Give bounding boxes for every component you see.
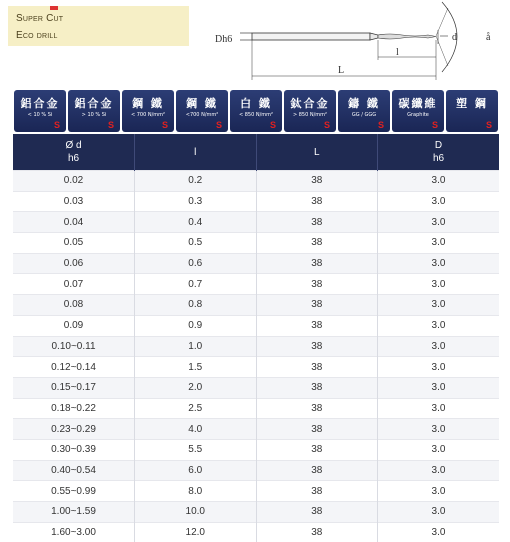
header-line-2: h6 — [13, 152, 134, 165]
cell-shank-diameter: 3.0 — [378, 274, 500, 295]
header-shank-diameter — [378, 134, 500, 171]
cell-diameter: 0.05 — [13, 233, 135, 254]
cell-overall-length: 38 — [256, 233, 378, 254]
table-row — [13, 171, 499, 192]
cell-flute-length: 5.5 — [135, 439, 257, 460]
table-row — [13, 460, 499, 481]
material-plastic — [446, 90, 498, 132]
cell-overall-length: 38 — [256, 357, 378, 378]
drill-shank — [252, 33, 370, 40]
cell-shank-diameter: 3.0 — [378, 460, 500, 481]
material-steel-high — [176, 90, 228, 132]
header-line-1: l — [135, 146, 256, 159]
cell-diameter: 0.02 — [13, 171, 135, 192]
material-spec: > 850 N/mm² — [284, 112, 336, 118]
cell-overall-length: 38 — [256, 377, 378, 398]
table-row — [13, 377, 499, 398]
header-line-1: L — [257, 146, 378, 159]
material-spec: GG / GGG — [338, 112, 390, 118]
cell-shank-diameter: 3.0 — [378, 295, 500, 316]
table-row — [13, 191, 499, 212]
table-row — [13, 398, 499, 419]
suitability-icon: S — [484, 120, 494, 130]
cell-flute-length: 0.5 — [135, 233, 257, 254]
suitability-icon: S — [322, 120, 332, 130]
suitability-icon: S — [52, 120, 62, 130]
cell-diameter: 0.08 — [13, 295, 135, 316]
material-name: 塑 鋼 — [446, 95, 498, 111]
cell-flute-length: 0.2 — [135, 171, 257, 192]
header-diameter — [13, 134, 135, 171]
cell-overall-length: 38 — [256, 439, 378, 460]
cell-overall-length: 38 — [256, 460, 378, 481]
cell-shank-diameter: 3.0 — [378, 357, 500, 378]
cell-flute-length: 8.0 — [135, 481, 257, 502]
spec-table — [13, 134, 499, 542]
overall-length-label: L — [338, 65, 344, 76]
table-header-row — [13, 134, 499, 171]
cell-shank-diameter: 3.0 — [378, 233, 500, 254]
cell-overall-length: 38 — [256, 253, 378, 274]
cell-overall-length: 38 — [256, 295, 378, 316]
header-overall-length — [256, 134, 378, 171]
cell-diameter: 0.06 — [13, 253, 135, 274]
cell-diameter: 0.15~0.17 — [13, 377, 135, 398]
material-name: 鑄 鐵 — [338, 95, 390, 111]
material-name: 白 鐵 — [230, 95, 282, 111]
cell-diameter: 1.00~1.59 — [13, 502, 135, 523]
brand-line-2: Eco drill — [16, 30, 58, 41]
material-titanium — [284, 90, 336, 132]
table-row — [13, 253, 499, 274]
material-spec: < 10 % Si — [14, 112, 66, 118]
drill-flute — [378, 34, 436, 39]
cell-flute-length: 1.5 — [135, 357, 257, 378]
material-name: 鈦合金 — [284, 95, 336, 111]
table-row — [13, 274, 499, 295]
header-line-2: h6 — [378, 152, 499, 165]
cell-flute-length: 0.7 — [135, 274, 257, 295]
cell-shank-diameter: 3.0 — [378, 253, 500, 274]
table-row — [13, 357, 499, 378]
cell-diameter: 0.04 — [13, 212, 135, 233]
header-flute-length — [135, 134, 257, 171]
cell-overall-length: 38 — [256, 502, 378, 523]
cell-flute-length: 2.0 — [135, 377, 257, 398]
material-spec: Graphite — [392, 112, 444, 118]
cell-diameter: 0.07 — [13, 274, 135, 295]
cell-overall-length: 38 — [256, 274, 378, 295]
table-row — [13, 502, 499, 523]
cell-shank-diameter: 3.0 — [378, 419, 500, 440]
cell-diameter: 0.03 — [13, 191, 135, 212]
cell-flute-length: 0.6 — [135, 253, 257, 274]
brand-line-1: Super Cut — [16, 13, 63, 24]
cell-flute-length: 2.5 — [135, 398, 257, 419]
suitability-icon: S — [106, 120, 116, 130]
cell-flute-length: 0.9 — [135, 315, 257, 336]
suitability-icon: S — [160, 120, 170, 130]
cell-flute-length: 6.0 — [135, 460, 257, 481]
cell-flute-length: 0.3 — [135, 191, 257, 212]
cell-diameter: 0.23~0.29 — [13, 419, 135, 440]
cell-overall-length: 38 — [256, 315, 378, 336]
cell-overall-length: 38 — [256, 336, 378, 357]
material-spec: > 10 % Si — [68, 112, 120, 118]
cell-diameter: 0.30~0.39 — [13, 439, 135, 460]
material-steel-low — [122, 90, 174, 132]
material-name: 鋁合金 — [14, 95, 66, 111]
suitability-icon: S — [376, 120, 386, 130]
cell-shank-diameter: 3.0 — [378, 522, 500, 542]
header-line-1: Ø d — [13, 139, 134, 152]
cell-diameter: 0.55~0.99 — [13, 481, 135, 502]
cell-overall-length: 38 — [256, 398, 378, 419]
table-body — [13, 171, 499, 542]
table-row — [13, 233, 499, 254]
material-icons — [14, 90, 498, 132]
cell-overall-length: 38 — [256, 212, 378, 233]
angle-label: å — [486, 32, 491, 43]
brand-mark — [50, 6, 58, 10]
table-row — [13, 522, 499, 542]
cell-shank-diameter: 3.0 — [378, 398, 500, 419]
cell-diameter: 0.40~0.54 — [13, 460, 135, 481]
material-name: 鋼 鐵 — [176, 95, 228, 111]
material-aluminum-low-si — [14, 90, 66, 132]
material-aluminum-high-si — [68, 90, 120, 132]
shank-label: Dh6 — [215, 34, 232, 45]
cell-diameter: 0.18~0.22 — [13, 398, 135, 419]
material-stainless — [230, 90, 282, 132]
cell-shank-diameter: 3.0 — [378, 481, 500, 502]
cell-overall-length: 38 — [256, 171, 378, 192]
cell-overall-length: 38 — [256, 522, 378, 542]
flute-length-label: l — [396, 47, 399, 58]
table-row — [13, 439, 499, 460]
material-name: 碳纖維 — [392, 95, 444, 111]
suitability-icon: S — [214, 120, 224, 130]
cell-flute-length: 0.4 — [135, 212, 257, 233]
cell-shank-diameter: 3.0 — [378, 171, 500, 192]
table-row — [13, 481, 499, 502]
cell-flute-length: 4.0 — [135, 419, 257, 440]
table-row — [13, 315, 499, 336]
material-name: 鋁合金 — [68, 95, 120, 111]
cell-shank-diameter: 3.0 — [378, 336, 500, 357]
material-graphite — [392, 90, 444, 132]
cell-diameter: 1.60~3.00 — [13, 522, 135, 542]
suitability-icon: S — [268, 120, 278, 130]
cell-diameter: 0.12~0.14 — [13, 357, 135, 378]
cell-shank-diameter: 3.0 — [378, 502, 500, 523]
material-cast-iron — [338, 90, 390, 132]
cell-shank-diameter: 3.0 — [378, 212, 500, 233]
table-row — [13, 295, 499, 316]
table-row — [13, 419, 499, 440]
drill-drawing — [210, 0, 510, 82]
cell-flute-length: 1.0 — [135, 336, 257, 357]
material-spec: <700 N/mm² — [176, 112, 228, 118]
cell-shank-diameter: 3.0 — [378, 191, 500, 212]
cell-flute-length: 10.0 — [135, 502, 257, 523]
cell-diameter: 0.10~0.11 — [13, 336, 135, 357]
cell-flute-length: 0.8 — [135, 295, 257, 316]
table-row — [13, 212, 499, 233]
cell-shank-diameter: 3.0 — [378, 315, 500, 336]
diameter-label: d — [452, 32, 457, 43]
material-spec: < 850 N/mm² — [230, 112, 282, 118]
cell-overall-length: 38 — [256, 419, 378, 440]
cell-overall-length: 38 — [256, 481, 378, 502]
cell-shank-diameter: 3.0 — [378, 439, 500, 460]
cell-overall-length: 38 — [256, 191, 378, 212]
cell-diameter: 0.09 — [13, 315, 135, 336]
header-line-1: D — [378, 139, 499, 152]
brand-box — [8, 6, 189, 46]
material-name: 鋼 鐵 — [122, 95, 174, 111]
table-row — [13, 336, 499, 357]
cell-flute-length: 12.0 — [135, 522, 257, 542]
material-spec: < 700 N/mm² — [122, 112, 174, 118]
cell-shank-diameter: 3.0 — [378, 377, 500, 398]
suitability-icon: S — [430, 120, 440, 130]
